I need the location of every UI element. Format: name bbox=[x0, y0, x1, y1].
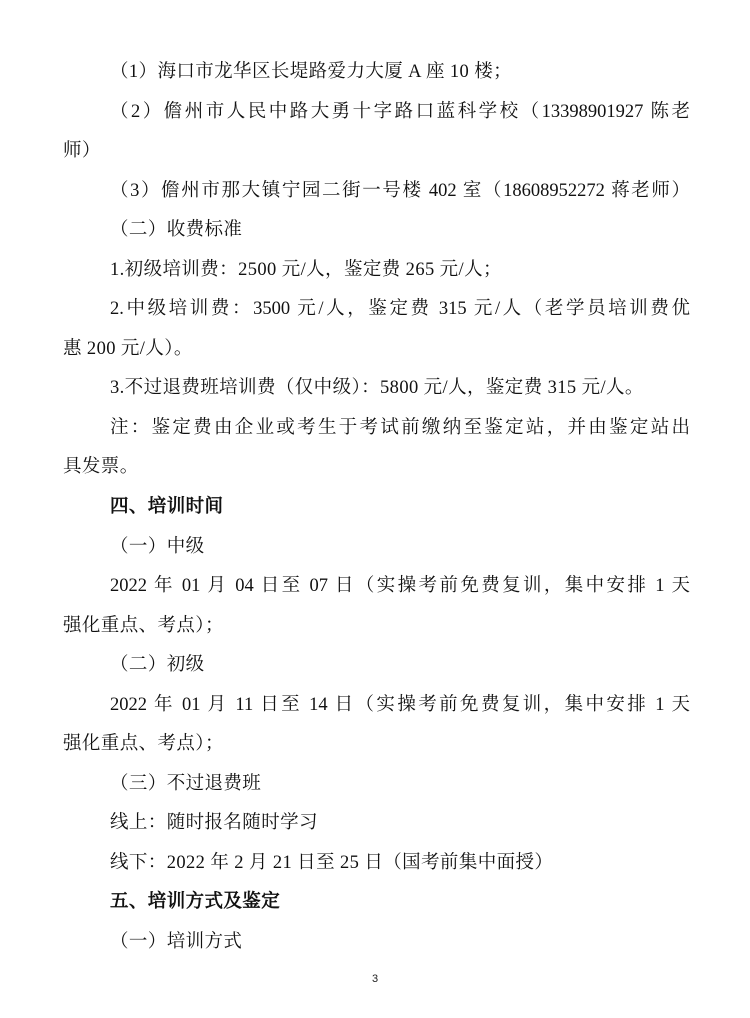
training-method-subheading-text: （一）培训方式 bbox=[110, 932, 243, 953]
address-2-line-2: 师） bbox=[63, 141, 101, 162]
beginner-subheading-text: （二）初级 bbox=[110, 655, 205, 676]
fee-item-3-line-1: 3.不过退费班培训费（仅中级）：5800 元/人，鉴定费 315 元/人。 bbox=[110, 378, 644, 399]
section-5-heading-text: 五、培训方式及鉴定 bbox=[110, 892, 281, 913]
beginner-subheading bbox=[0, 646, 750, 686]
fee-item-1-line-1: 1.初级培训费：2500 元/人，鉴定费 265 元/人； bbox=[110, 259, 502, 280]
intermediate-schedule-line-2: 强化重点、考点）； bbox=[63, 615, 224, 636]
fee-standard-subheading-text: （二）收费标准 bbox=[110, 220, 243, 241]
section-4-heading bbox=[0, 488, 750, 528]
fee-note-line-2: 具发票。 bbox=[63, 457, 139, 478]
section-5-heading bbox=[0, 883, 750, 923]
refund-class-subheading-text: （三）不过退费班 bbox=[110, 773, 262, 794]
fee-item-2-line-1: 2.中级培训费：3500 元/人，鉴定费 315 元/人（老学员培训费优 bbox=[110, 299, 690, 320]
offline-schedule-text: 线下：2022 年 2 月 21 日至 25 日（国考前集中面授） bbox=[110, 852, 554, 873]
fee-item-3 bbox=[0, 369, 750, 409]
page-number: 3 bbox=[371, 973, 379, 985]
beginner-schedule-line-1: 2022 年 01 月 11 日至 14 日（实操考前免费复训，集中安排 1 天 bbox=[110, 694, 690, 715]
beginner-schedule-line-2: 强化重点、考点）； bbox=[63, 734, 224, 755]
intermediate-schedule bbox=[0, 567, 750, 646]
address-3 bbox=[0, 172, 750, 212]
fee-item-2-line-2: 惠 200 元/人）。 bbox=[63, 338, 193, 359]
address-2-line-1: （2）儋州市人民中路大勇十字路口蓝科学校（13398901927 陈老 bbox=[110, 101, 690, 122]
online-schedule bbox=[0, 804, 750, 844]
training-method-subheading bbox=[0, 923, 750, 963]
address-1-line-1: （1）海口市龙华区长堤路爱力大厦 A 座 10 楼； bbox=[110, 62, 512, 82]
online-schedule-text: 线上：随时报名随时学习 bbox=[110, 813, 318, 834]
section-4-heading-text: 四、培训时间 bbox=[110, 497, 224, 518]
beginner-schedule bbox=[0, 686, 750, 765]
address-2 bbox=[0, 93, 750, 172]
fee-note bbox=[0, 409, 750, 488]
address-1 bbox=[0, 53, 750, 93]
fee-standard-subheading bbox=[0, 211, 750, 251]
intermediate-subheading-text: （一）中级 bbox=[110, 536, 205, 557]
intermediate-subheading bbox=[0, 528, 750, 568]
refund-class-subheading bbox=[0, 765, 750, 805]
fee-note-line-1: 注：鉴定费由企业或考生于考试前缴纳至鉴定站，并由鉴定站出 bbox=[110, 417, 690, 438]
address-3-line-1: （3）儋州市那大镇宁园二街一号楼 402 室（18608952272 蒋老师） bbox=[110, 180, 690, 201]
intermediate-schedule-line-1: 2022 年 01 月 04 日至 07 日（实操考前免费复训，集中安排 1 天 bbox=[110, 576, 690, 597]
offline-schedule bbox=[0, 844, 750, 884]
fee-item-1 bbox=[0, 251, 750, 291]
fee-item-2 bbox=[0, 290, 750, 369]
